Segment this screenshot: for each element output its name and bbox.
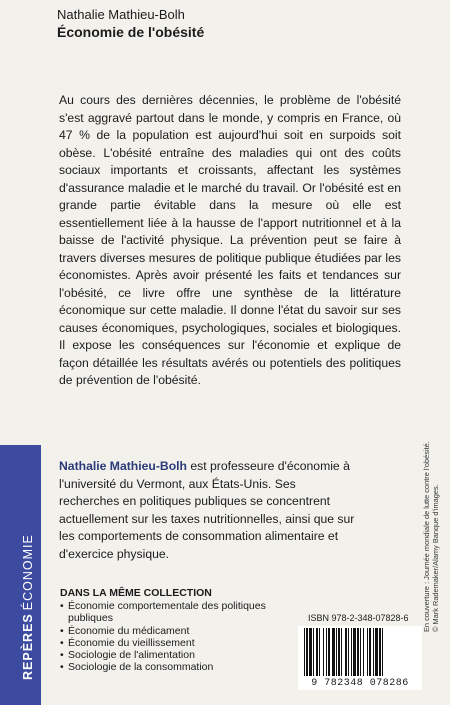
collection-item: • Économie du vieillissement xyxy=(60,637,290,649)
series-label xyxy=(21,534,35,680)
series-name: REPÈRES xyxy=(21,613,35,680)
barcode-bar xyxy=(332,628,335,676)
barcode-bar xyxy=(357,628,359,676)
barcode-bar xyxy=(306,628,308,676)
barcode-bar xyxy=(323,628,324,676)
barcode-bar xyxy=(309,628,312,676)
barcode-bar xyxy=(373,628,374,676)
summary-text: Au cours des dernières décennies, le problème de l'obésité s'est aggravé partout dans le monde, y compris en France, où 47 % de la population est aujourd'hui soit en surpoids soit obèse. L'obésité entraîne des maladies qui ont des coûts sociaux importants et croissants, affectant les systèmes d'assurance maladie et le marché du travail. Or l'obésité est en grande partie évitable dans la mesure où elle est essentiellement liée à la hausse de l'apport nutritionnel et à la baisse de l'activité physique. La prévention peut se faire à travers diverses mesures de politique publique étudiées par les économistes. Après avoir présenté les faits et tendances sur l'obésité, ce livre offre une synthèse de la littérature économique sur cette maladie. Il donne l'état du savoir sur ses causes économiques, psychologiques, sociales et biologiques. Il expose les conséquences sur l'économie et explique de façon détaillée les résultats avérés ou potentiels des politiques de prévention de l'obésité. xyxy=(59,93,401,387)
cover-credit xyxy=(422,441,440,632)
barcode-bar xyxy=(379,628,381,676)
barcode-bar xyxy=(338,628,340,676)
barcode-bar xyxy=(319,628,320,676)
barcode-bar xyxy=(367,628,368,676)
barcode-digits: 9 782348 078286 xyxy=(311,678,409,689)
isbn: ISBN 978-2-348-07828-6 xyxy=(308,613,409,623)
collection-item: • Économie du médicament xyxy=(60,625,290,637)
barcode-bar xyxy=(363,628,364,676)
bio-author-name: Nathalie Mathieu-Bolh xyxy=(59,459,187,473)
barcode-bar xyxy=(382,628,383,676)
book-title: Économie de l'obésité xyxy=(57,24,205,40)
barcode xyxy=(298,626,422,690)
barcode-bar xyxy=(341,628,342,676)
barcode-bar xyxy=(313,628,314,676)
barcode-bar xyxy=(304,628,305,676)
collection-heading: DANS LA MÊME COLLECTION xyxy=(60,587,212,599)
barcode-bar xyxy=(353,628,356,676)
barcode-bar xyxy=(328,628,330,676)
collection-item: • Économie comportementale des politiques publiques xyxy=(60,600,290,625)
barcode-bar xyxy=(351,628,352,676)
collection-item: • Sociologie de l'alimentation xyxy=(60,649,290,661)
barcode-bar xyxy=(326,628,327,676)
header xyxy=(57,6,204,41)
barcode-bars xyxy=(298,626,422,678)
barcode-bar xyxy=(348,628,349,676)
author-bio xyxy=(59,458,359,563)
cover-credit-line-1: En couverture : Journée mondiale de lutte contre l'obésité. xyxy=(422,441,431,632)
barcode-bar xyxy=(316,628,318,676)
barcode-bar xyxy=(336,628,337,676)
summary-block xyxy=(59,92,401,390)
barcode-bar xyxy=(360,628,361,676)
barcode-bar xyxy=(345,628,347,676)
collection-list xyxy=(60,587,290,674)
series-subject: ÉCONOMIE xyxy=(21,534,35,611)
barcode-bar xyxy=(375,628,378,676)
barcode-bar xyxy=(369,628,371,676)
collection-items xyxy=(60,600,290,674)
bio-text: est professeure d'économie à l'université du Vermont, aux États-Unis. Ses recherches en politiques publiques se concentrent actuellement sur les taxes nutritionnelles, ainsi que sur les comportements de consommation alimentaire et d'exercice physique. xyxy=(59,459,355,561)
cover-credit-line-2: © Mark Rademaker/Alamy Banque d'images. xyxy=(431,484,440,632)
author-name: Nathalie Mathieu-Bolh xyxy=(57,7,185,22)
collection-item: • Sociologie de la consommation xyxy=(60,661,290,673)
